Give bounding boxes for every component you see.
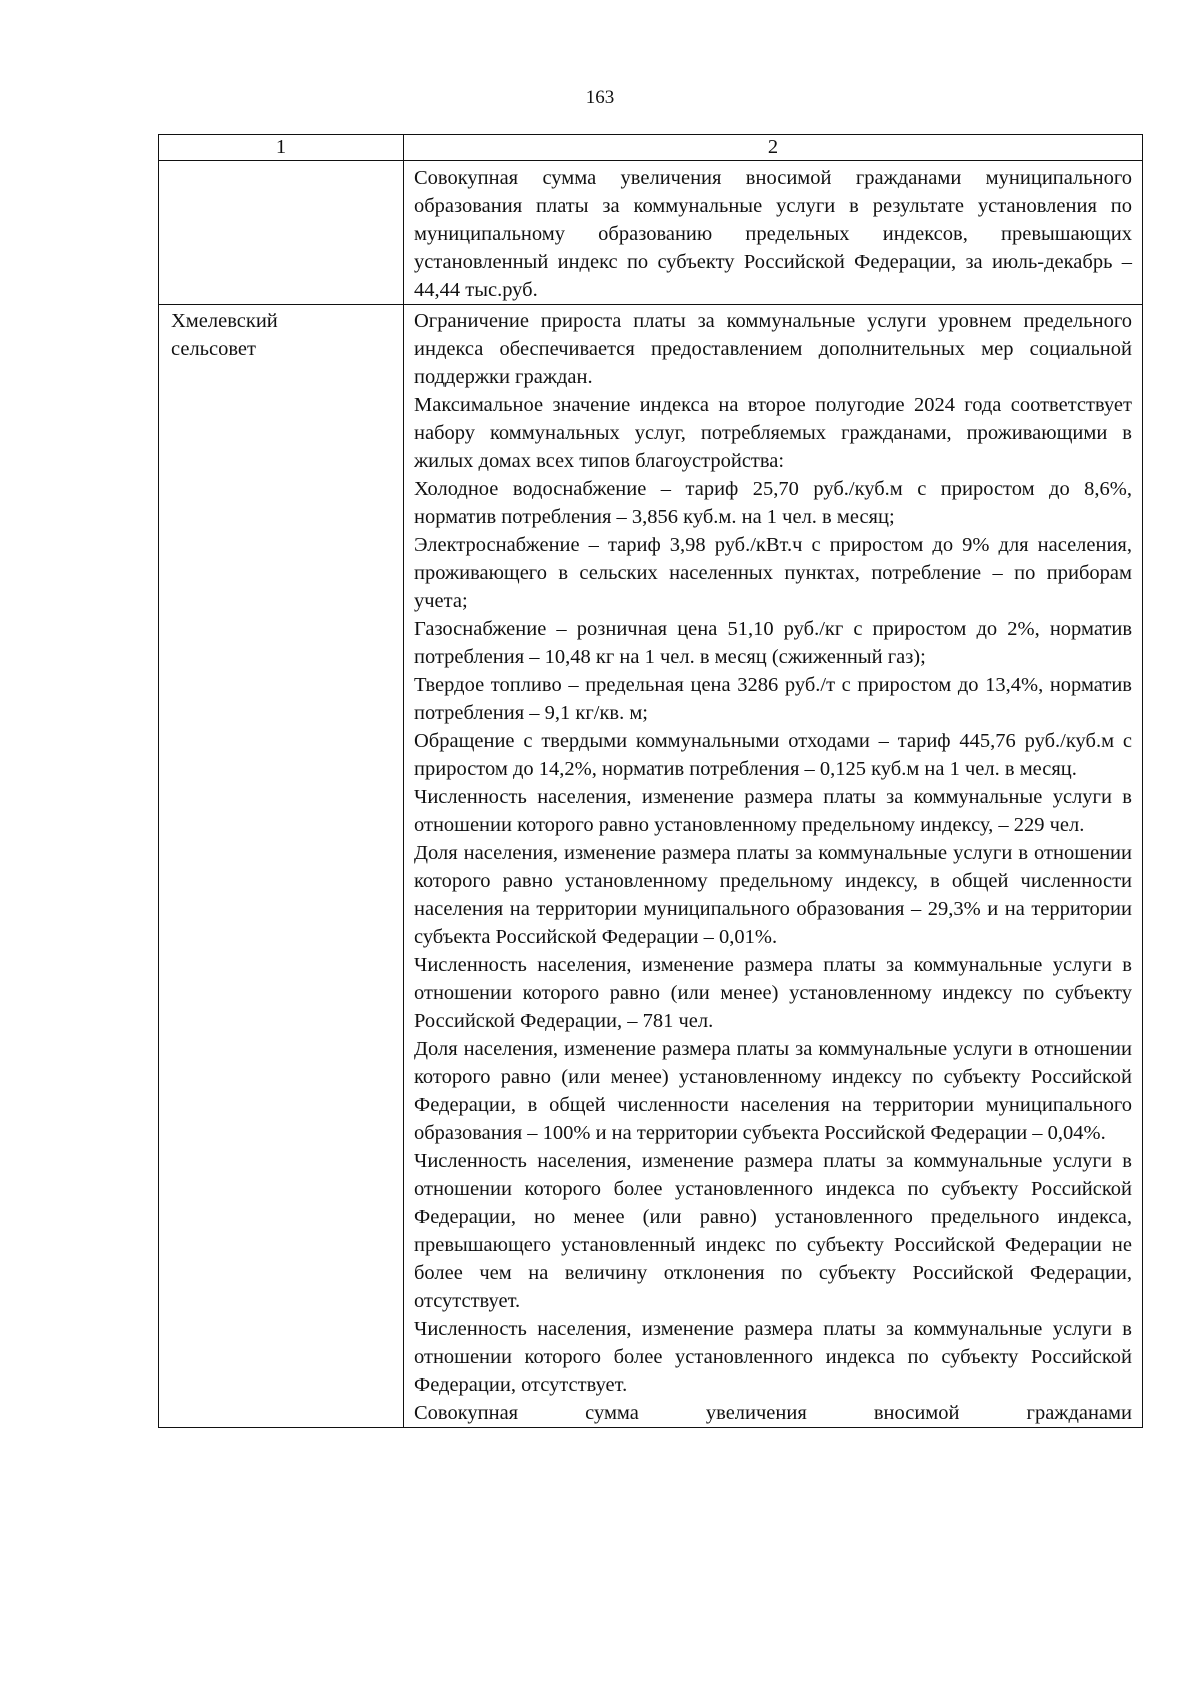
column-header-1: 1 xyxy=(159,135,404,161)
description-cell xyxy=(404,161,1143,305)
paragraph: Численность населения, изменение размера платы за коммунальные услуги в отношении которого более установленного индекса по субъекту Российской Федерации, но менее (или равно) установленного предельного индекса, превышающего установленный индекс по субъекту Российской Федерации не более чем на величину отклонения по субъекту Российской Федерации, отсутствует. xyxy=(414,1150,1132,1312)
paragraph: Ограничение прироста платы за коммунальные услуги уровнем предельного индекса обеспечивается предоставлением дополнительных мер социальной поддержки граждан. xyxy=(414,310,1132,388)
municipality-name-line: сельсовет xyxy=(171,338,256,360)
tariff-table xyxy=(158,134,1143,1428)
paragraph: Численность населения, изменение размера платы за коммунальные услуги в отношении которого равно (или менее) установленному индексу по субъекту Российской Федерации, – 781 чел. xyxy=(414,954,1132,1032)
paragraph: Численность населения, изменение размера платы за коммунальные услуги в отношении которого равно установленному предельному индексу, – 229 чел. xyxy=(414,786,1132,836)
paragraph: Твердое топливо – предельная цена 3286 руб./т с приростом до 13,4%, норматив потребления – 9,1 кг/кв. м; xyxy=(414,674,1132,724)
table-header-row xyxy=(159,135,1143,161)
table-row xyxy=(159,161,1143,305)
paragraph: Газоснабжение – розничная цена 51,10 руб./кг с приростом до 2%, норматив потребления – 10,48 кг на 1 чел. в месяц (сжиженный газ); xyxy=(414,618,1132,668)
municipality-name-line: Хмелевский xyxy=(171,310,278,332)
municipality-name-cell xyxy=(159,305,404,1428)
paragraph: Максимальное значение индекса на второе полугодие 2024 года соответствует набору коммунальных услуг, потребляемых гражданами, проживающими в жилых домах всех типов благоустройства: xyxy=(414,394,1132,472)
column-header-2: 2 xyxy=(404,135,1143,161)
page-number: 163 xyxy=(585,87,615,108)
paragraph: Совокупная сумма увеличения вносимой гражданами муниципального образования платы за коммунальные услуги в результате установления по муниципальному образованию предельных индексов, превышающих установленный индекс по субъекту Российской Федерации, за июль-декабрь – 44,44 тыс.руб. xyxy=(414,167,1132,301)
paragraph: Совокупная сумма увеличения вносимой гражданами xyxy=(414,1402,1132,1424)
paragraph: Численность населения, изменение размера платы за коммунальные услуги в отношении которого более установленного индекса по субъекту Российской Федерации, отсутствует. xyxy=(414,1318,1132,1396)
paragraph: Электроснабжение – тариф 3,98 руб./кВт.ч с приростом до 9% для населения, проживающего в сельских населенных пунктах, потребление – по приборам учета; xyxy=(414,534,1132,612)
paragraph: Доля населения, изменение размера платы за коммунальные услуги в отношении которого равно (или менее) установленному индексу по субъекту Российской Федерации, в общей численности населения на территории муниципального образования – 100% и на территории субъекта Российской Федерации – 0,04%. xyxy=(414,1038,1132,1144)
table-row xyxy=(159,305,1143,1428)
municipality-name-cell xyxy=(159,161,404,305)
paragraph: Доля населения, изменение размера платы за коммунальные услуги в отношении которого равно установленному предельному индексу, в общей численности населения на территории муниципального образования – 29,3% и на территории субъекта Российской Федерации – 0,01%. xyxy=(414,842,1132,948)
description-cell xyxy=(404,305,1143,1428)
paragraph: Обращение с твердыми коммунальными отходами – тариф 445,76 руб./куб.м с приростом до 14,2%, норматив потребления – 0,125 куб.м на 1 чел. в месяц. xyxy=(414,730,1132,780)
paragraph: Холодное водоснабжение – тариф 25,70 руб./куб.м с приростом до 8,6%, норматив потребления – 3,856 куб.м. на 1 чел. в месяц; xyxy=(414,478,1132,528)
